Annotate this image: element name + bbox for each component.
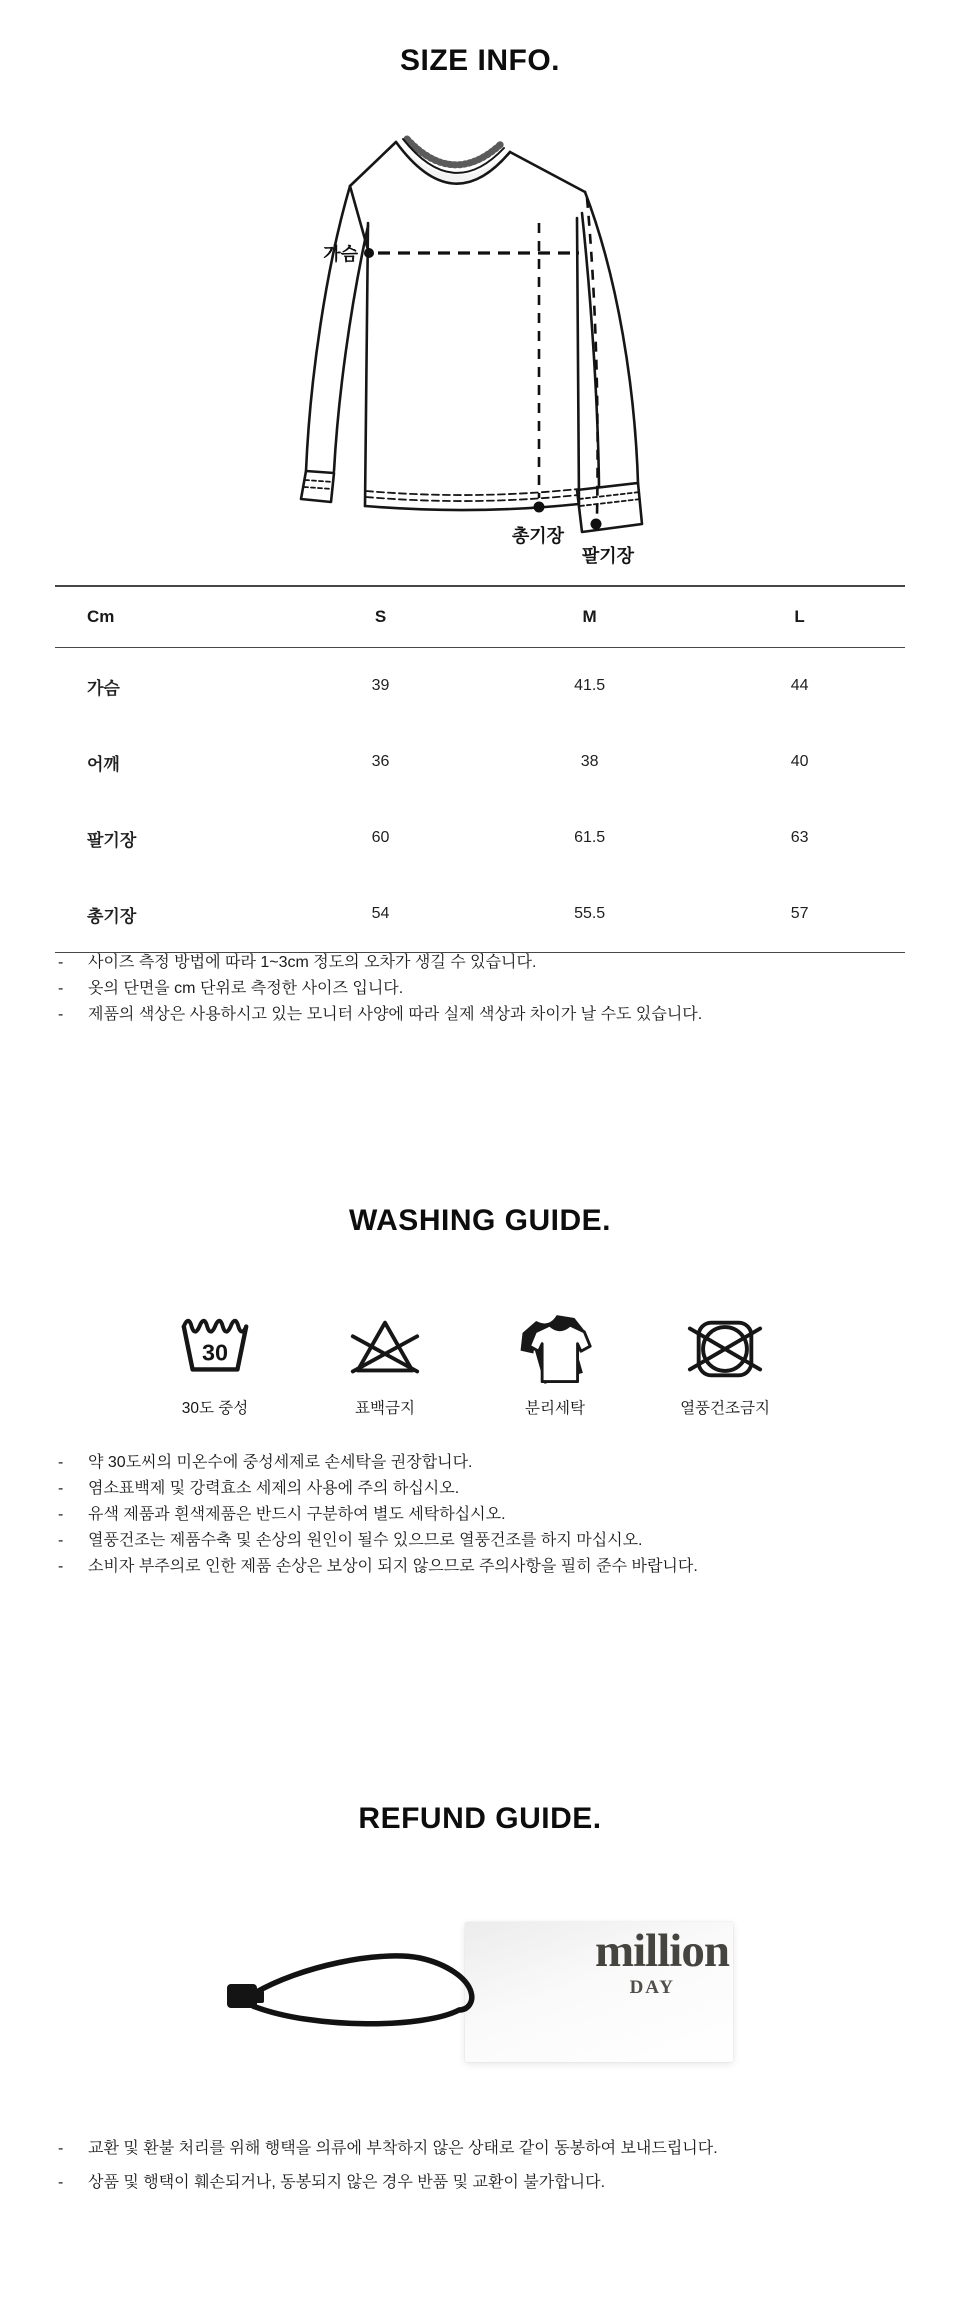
bullet-dash: - xyxy=(58,1480,64,1497)
note-line xyxy=(58,2166,918,2200)
bullet-dash: - xyxy=(58,954,64,971)
note-line xyxy=(58,976,918,1002)
size-notes xyxy=(58,950,918,1028)
left-cuff-stitch-2 xyxy=(304,487,332,489)
care-icon-label: 분리세탁 xyxy=(525,1400,585,1417)
wash-temperature-number: 30 xyxy=(201,1339,229,1366)
sleeve-length-measure-label: 팔기장 xyxy=(581,546,635,566)
refund-notes xyxy=(58,2132,918,2200)
note-line xyxy=(58,1450,918,1476)
cell-value: 60 xyxy=(371,829,390,846)
bullet-dash: - xyxy=(58,2174,64,2191)
note-text: 염소표백제 및 강력효소 세제의 사용에 주의 하십시오. xyxy=(88,1480,460,1497)
chest-measure-label: 가슴 xyxy=(323,244,358,264)
care-icon-label: 표백금지 xyxy=(355,1400,415,1417)
hem-stitch xyxy=(366,495,578,501)
table-row-chest xyxy=(55,648,905,725)
care-icon-label: 30도 중성 xyxy=(181,1400,249,1417)
note-line xyxy=(58,950,918,976)
bullet-dash: - xyxy=(58,980,64,997)
row-label: 팔기장 xyxy=(87,830,137,850)
note-line xyxy=(58,2132,918,2166)
note-line xyxy=(58,1528,918,1554)
bullet-dash: - xyxy=(58,1506,64,1523)
left-cuff-stitch xyxy=(305,480,333,482)
refund-guide-title: REFUND GUIDE. xyxy=(358,1802,602,1835)
tag-brand-subtext: DAY xyxy=(629,1977,675,1998)
size-table-header-l: L xyxy=(694,586,905,648)
left-shoulder-seam xyxy=(350,142,396,186)
bullet-dash: - xyxy=(58,2140,64,2157)
hem-stitch-2 xyxy=(366,489,578,495)
left-sleeve-outer xyxy=(306,186,350,471)
bullet-dash: - xyxy=(58,1558,64,1575)
body-right-seam xyxy=(577,218,579,504)
table-row-sleeve xyxy=(55,800,905,876)
tag-string-cord xyxy=(253,1956,472,2024)
total-length-measure-label: 총기장 xyxy=(511,526,565,546)
care-icon-separate-wash xyxy=(480,1310,630,1418)
table-row-shoulder xyxy=(55,724,905,800)
row-label: 어깨 xyxy=(87,754,120,774)
cell-value: 36 xyxy=(371,753,390,770)
no-bleach-icon xyxy=(346,1310,424,1388)
wash-30-icon xyxy=(176,1310,254,1388)
note-text: 상품 및 행택이 훼손되거나, 동봉되지 않은 경우 반품 및 교환이 불가합니다. xyxy=(88,2174,606,2191)
note-text: 소비자 부주의로 인한 제품 손상은 보상이 되지 않으므로 주의사항을 필히 준수 바랍니다. xyxy=(88,1558,698,1575)
tag-brand-text: million xyxy=(594,1925,729,1977)
table-row-length xyxy=(55,876,905,953)
size-table-header-s: S xyxy=(276,586,485,648)
tag-string-clasp xyxy=(227,1984,257,2008)
cell-value: 40 xyxy=(790,753,809,770)
sleeve-length-measure-dot xyxy=(591,519,602,530)
cell-value: 39 xyxy=(371,677,390,694)
right-cuff xyxy=(577,483,642,532)
cell-value: 54 xyxy=(276,876,485,953)
size-table-header-m: M xyxy=(485,586,694,648)
care-icons-row xyxy=(140,1310,800,1418)
collar-rib-hatch xyxy=(407,139,501,165)
separate-wash-icon xyxy=(516,1310,594,1388)
cell-value: 55.5 xyxy=(485,876,694,953)
total-length-measure-dot xyxy=(534,502,545,513)
bullet-dash: - xyxy=(58,1454,64,1471)
note-text: 유색 제품과 흰색제품은 반드시 구분하여 별도 세탁하십시오. xyxy=(88,1506,506,1523)
no-tumble-dry-icon xyxy=(686,1310,764,1388)
note-line xyxy=(58,1554,918,1580)
hem-line xyxy=(365,504,579,510)
care-icon-label: 열풍건조금지 xyxy=(680,1400,770,1417)
cell-value: 41.5 xyxy=(574,677,606,694)
washing-notes xyxy=(58,1450,918,1580)
size-table xyxy=(55,585,905,953)
note-line xyxy=(58,1002,918,1028)
tag-string-graphic xyxy=(225,1918,485,2058)
note-line xyxy=(58,1476,918,1502)
cell-value: 57 xyxy=(694,876,905,953)
cell-value: 44 xyxy=(790,677,809,694)
left-armhole-seam xyxy=(350,186,368,250)
washing-guide-title: WASHING GUIDE. xyxy=(348,1204,611,1237)
note-text: 열풍건조는 제품수축 및 손상의 원인이 될수 있으므로 열풍건조를 하지 마십시오. xyxy=(88,1532,643,1549)
chest-measure-dot xyxy=(364,248,374,258)
row-label: 총기장 xyxy=(55,876,276,953)
care-icon-no-bleach xyxy=(310,1310,460,1418)
bullet-dash: - xyxy=(58,1006,64,1023)
care-icon-wash-30 xyxy=(140,1310,290,1418)
cell-value: 63 xyxy=(790,829,809,846)
brand-hang-tag xyxy=(465,1922,733,2062)
note-text: 사이즈 측정 방법에 따라 1~3cm 정도의 오차가 생길 수 있습니다. xyxy=(88,954,537,971)
size-info-title: SIZE INFO. xyxy=(399,44,560,77)
right-shoulder-seam xyxy=(510,152,585,192)
size-table-header-unit: Cm xyxy=(55,586,276,648)
note-text: 교환 및 환불 처리를 위해 행택을 의류에 부착하지 않은 상태로 같이 동봉하여 보내드립니다. xyxy=(88,2140,718,2157)
note-line xyxy=(58,1502,918,1528)
right-cuff-stitch-2 xyxy=(580,499,641,506)
tag-string-clasp-nub xyxy=(254,1990,264,2003)
note-text: 약 30도씨의 미온수에 중성세제로 손세탁을 권장합니다. xyxy=(88,1454,473,1471)
sleeve-length-measure-line xyxy=(587,198,598,516)
hang-tag-figure xyxy=(225,1878,737,2078)
right-cuff-stitch xyxy=(579,492,640,499)
note-text: 제품의 색상은 사용하시고 있는 모니터 사양에 따라 실제 색상과 차이가 날 수도 있습니다. xyxy=(88,1006,703,1023)
tshirt-measurement-diagram xyxy=(158,128,658,568)
cell-value: 38 xyxy=(580,753,599,770)
size-table-header-row xyxy=(55,586,905,648)
note-text: 옷의 단면을 cm 단위로 측정한 사이즈 입니다. xyxy=(88,980,404,997)
row-label: 가슴 xyxy=(87,678,120,698)
bullet-dash: - xyxy=(58,1532,64,1549)
care-icon-no-tumble-dry xyxy=(650,1310,800,1418)
cell-value: 61.5 xyxy=(574,829,606,846)
body-left-seam xyxy=(365,223,368,506)
